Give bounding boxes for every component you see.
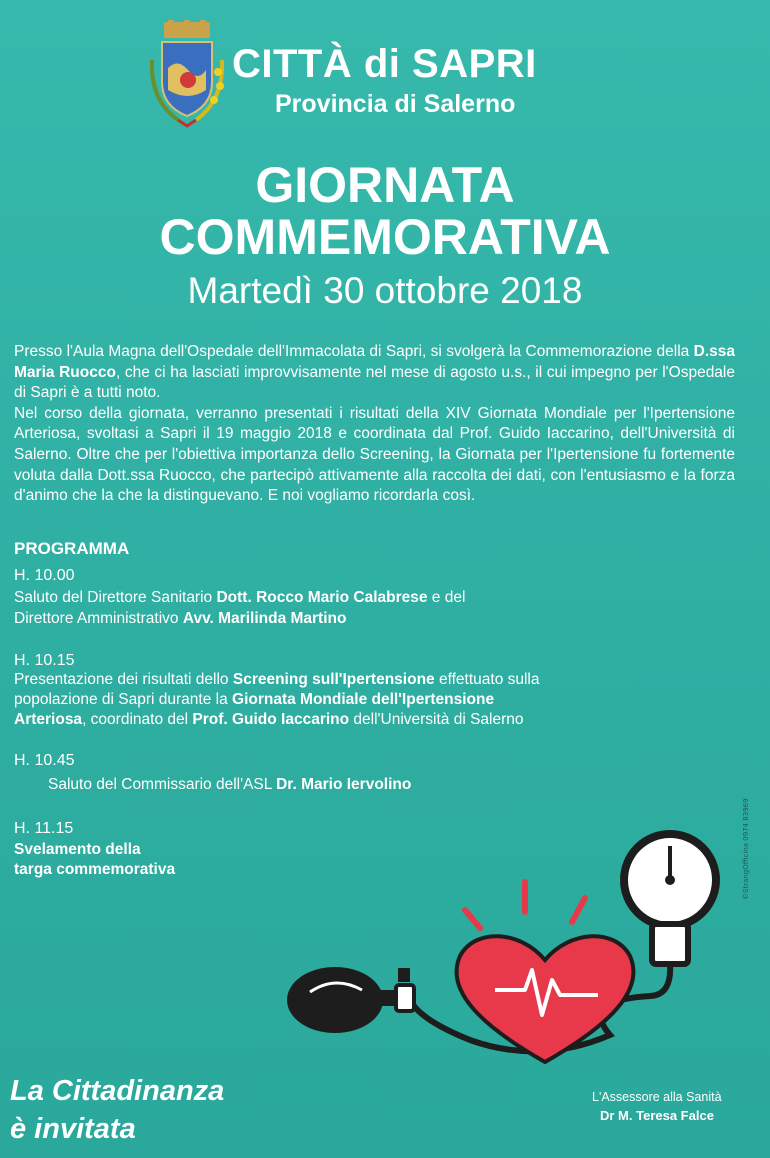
program-line <box>14 610 346 628</box>
program-text: Direttore Amministrativo <box>14 610 183 627</box>
intro-text <box>14 342 735 507</box>
program-highlight: Giornata Mondiale dell'Ipertensione <box>232 691 495 708</box>
program-text: Saluto del Direttore Sanitario <box>14 589 217 606</box>
program-text: Presentazione dei risultati dello <box>14 671 233 688</box>
event-title-line1: GIORNATA <box>255 157 515 213</box>
program-line <box>14 691 494 709</box>
program-text: popolazione di Sapri durante la <box>14 691 233 708</box>
honoree-name: D.ssa Maria Ruocco <box>14 343 735 381</box>
invitation-line: La Cittadinanza <box>10 1075 225 1107</box>
program-text: , coordinato del <box>82 711 193 728</box>
program-highlight: Arteriosa <box>14 711 83 728</box>
city-crest-icon <box>148 20 226 128</box>
printer-credit: ©StrangOfficina 0974 83969 <box>742 798 750 900</box>
event-date: Martedì 30 ottobre 2018 <box>187 270 583 311</box>
program-highlight: Screening sull'Ipertensione <box>232 671 435 688</box>
event-title-line2: COMMEMORATIVA <box>159 209 611 265</box>
program-line: targa commemorativa <box>14 861 176 878</box>
program-text: dell'Università di Salerno <box>349 711 524 728</box>
program-time: H. 10.00 <box>14 567 75 584</box>
intro-paragraph-2: Nel corso della giornata, verranno presentati i risultati della XIV Giornata Mondiale per l'Ipertensione Arteriosa, svoltasi a Sapri il 19 maggio 2018 e coordinata dal Prof. Guido Iaccarino, dell'Università di Salerno. Oltre che per l'obiettiva importanza dello Screening, la Giornata per l'Ipertensione fu fortemente voluta dalla Dott.ssa Ruocco, che partecipò attivamente alla raccolta dei dati, con l'entusiasmo e la forza d'animo che la che la distinguevano. E noi vogliamo ricordarla così. <box>14 404 735 505</box>
program-text: effettuato sulla <box>434 671 540 688</box>
program-line: Svelamento della <box>14 841 141 858</box>
program-heading: PROGRAMMA <box>14 539 130 558</box>
assessore-name: Dr M. Teresa Falce <box>600 1108 714 1123</box>
program-time: H. 10.45 <box>14 752 75 769</box>
program-line <box>14 589 465 607</box>
program-line <box>48 776 411 794</box>
person-name: Dr. Mario Iervolino <box>276 776 412 793</box>
person-name: Prof. Guido Iaccarino <box>192 711 350 728</box>
program-line <box>14 711 524 729</box>
invitation-line: è invitata <box>10 1113 136 1145</box>
city-name: CITTÀ di SAPRI <box>232 42 537 86</box>
program-text: Saluto del Commissario dell'ASL <box>48 776 277 793</box>
province-name: Provincia di Salerno <box>275 90 516 118</box>
assessore-role: L'Assessore alla Sanità <box>592 1090 722 1104</box>
program-line <box>14 671 540 689</box>
program-time: H. 11.15 <box>14 820 74 837</box>
person-name: Dott. Rocco Mario Calabrese <box>216 589 428 606</box>
intro-text-part: , che ci ha lasciati improvvisamente nel mese di agosto u.s., il cui impegno per l'Ospedale di Sapri è a tutti noto. <box>14 363 735 402</box>
program-text: e del <box>427 589 466 606</box>
blood-pressure-heart-icon <box>280 820 740 1080</box>
intro-text-part: Presso l'Aula Magna dell'Ospedale dell'Immacolata di Sapri, si svolgerà la Commemorazione della <box>14 343 694 360</box>
invitation-text <box>10 1072 224 1148</box>
person-name: Avv. Marilinda Martino <box>182 610 347 627</box>
program-time: H. 10.15 <box>14 652 75 669</box>
